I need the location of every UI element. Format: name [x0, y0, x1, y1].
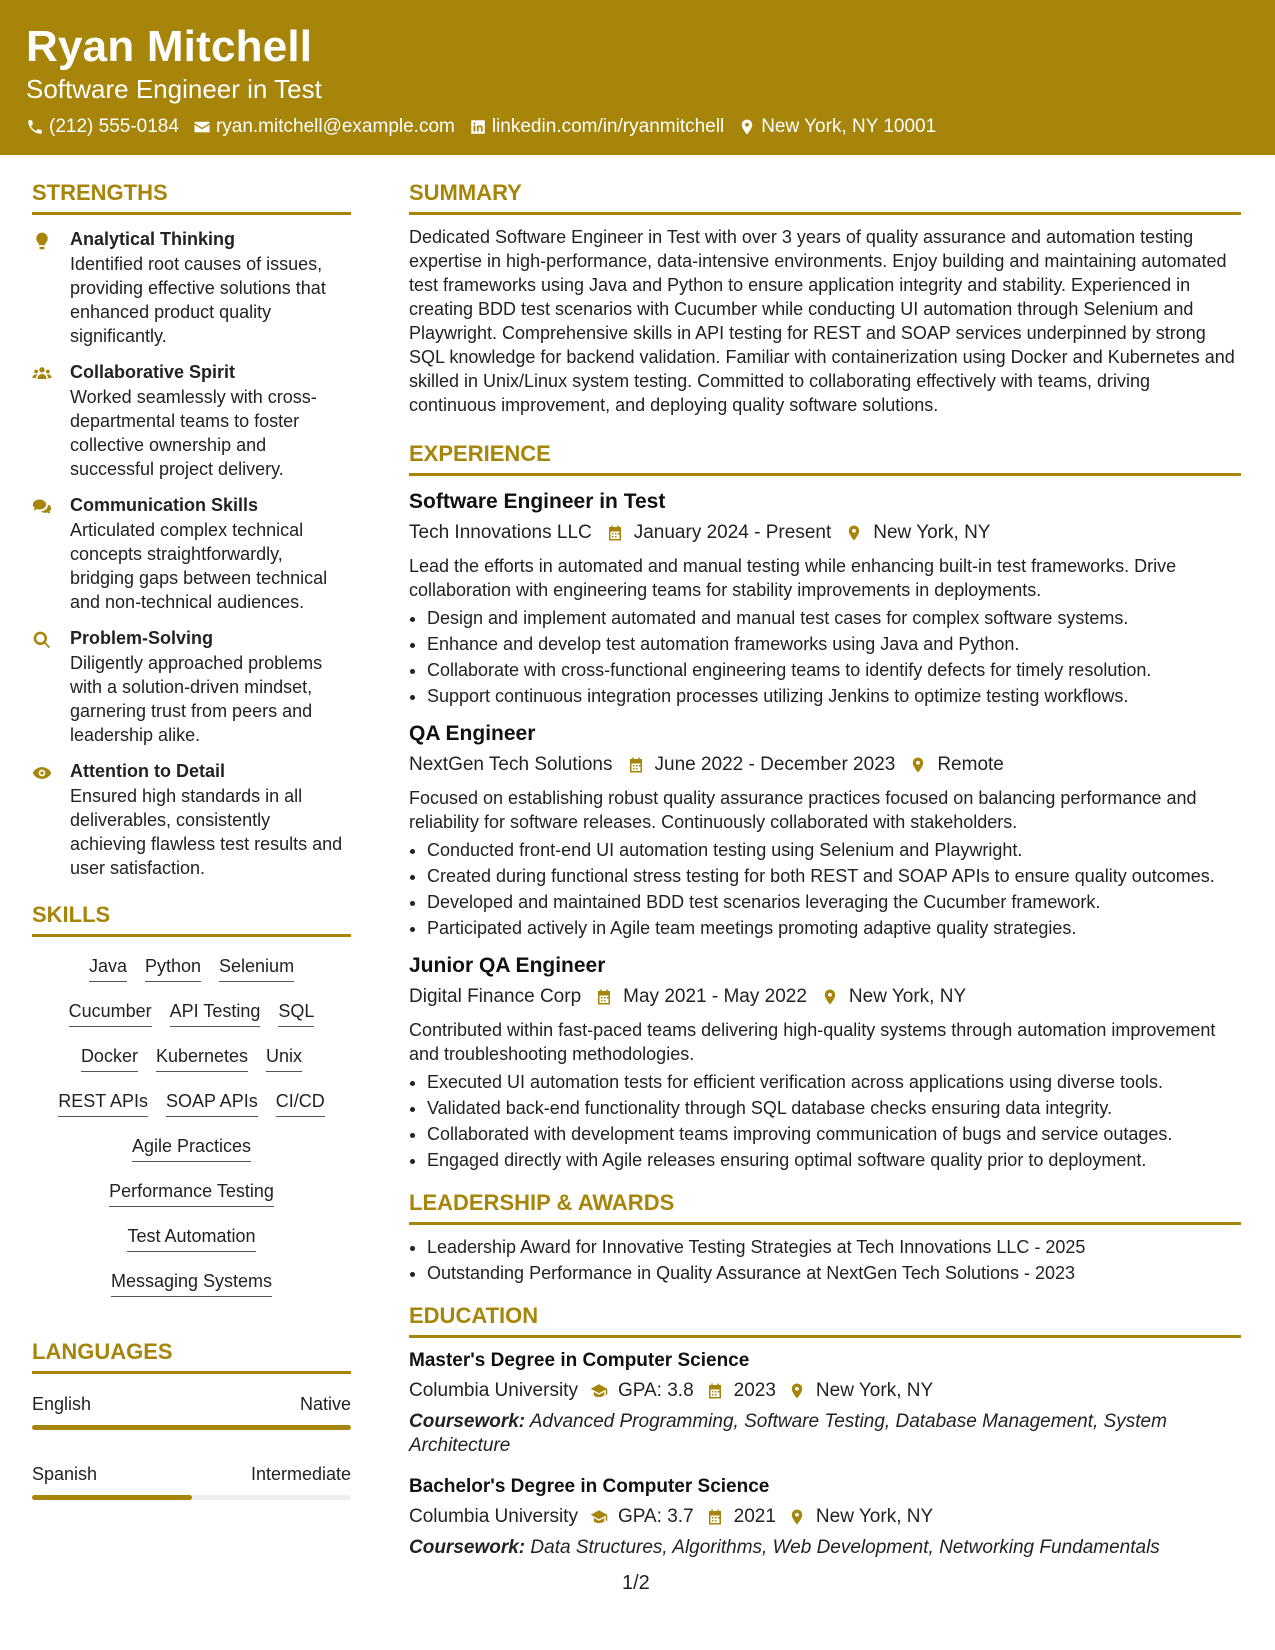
job-bullet: • Support continuous integration processes utilizing Jenkins to optimize testing workflows.: [427, 684, 1241, 708]
job-bullets: [409, 1070, 1241, 1172]
job-bullet: • Engaged directly with Agile releases ensuring optimal software quality prior to deployment.: [427, 1148, 1241, 1172]
job-bullet: • Design and implement automated and manual test cases for complex software systems.: [427, 606, 1241, 630]
language-level: Native: [299, 1394, 351, 1414]
contact-email[interactable]: [193, 116, 455, 138]
strength-item: [32, 495, 351, 614]
strength-desc: Diligently approached problems with a solution-driven mindset, garnering trust from peers and leadership alike.: [70, 653, 323, 745]
coursework-list: Advanced Programming, Software Testing, Database Management, System Architecture: [409, 1411, 1167, 1456]
coursework-list: Data Structures, Algorithms, Web Development, Networking Fundamentals: [530, 1537, 1160, 1558]
job-description: Focused on establishing robust quality assurance practices focused on balancing performance and reliability for software releases. Continuously collaborated with stakeholders.: [409, 788, 1197, 832]
skills-section: [32, 902, 351, 1297]
skill-tag: Cucumber: [69, 1000, 152, 1027]
contact-bar: [26, 116, 936, 138]
skill-tag: CI/CD: [276, 1090, 325, 1117]
education-entry: [409, 1476, 1241, 1560]
degree-title: Bachelor's Degree in Computer Science: [409, 1476, 770, 1497]
page-number: 1/2: [622, 1572, 650, 1594]
job-entry: [409, 490, 1241, 708]
job-dates: June 2022 - December 2023: [654, 754, 896, 775]
skill-tag: Messaging Systems: [111, 1270, 272, 1297]
experience-section: [409, 441, 1241, 1172]
skill-tag: Docker: [81, 1045, 138, 1072]
summary-text: Dedicated Software Engineer in Test with over 3 years of quality assurance and automation testing expertise in high-performance, data-intensive environments. Enjoy building and maintaining automated test frameworks using Java and Python to ensure application integrity and stability. Experienced in creating BDD test scenarios with Cucumber while conducting UI automation through Selenium and Playwright. Comprehensive skills in API testing for REST and SOAP services underpinned by strong SQL knowledge for backend validation. Familiar with containerization using Docker and Kubernetes and skilled in Unix/Linux system testing. Committed to collaborating effectively with teams, driving continuous improvement, and deploying quality software solutions.: [409, 227, 1235, 415]
calendar-icon: [706, 1508, 724, 1526]
skill-tag: Kubernetes: [156, 1045, 248, 1072]
job-meta: [409, 986, 1241, 1008]
coursework-label: Coursework:: [409, 1411, 526, 1432]
gpa-value: GPA: 3.8: [617, 1380, 694, 1401]
contact-location: [738, 116, 936, 138]
languages-section: [32, 1339, 351, 1500]
school-name: Columbia University: [409, 1380, 578, 1401]
email-text[interactable]: ryan.mitchell@example.com: [215, 116, 455, 137]
strength-desc: Identified root causes of issues, providing effective solutions that enhanced product quality significantly.: [70, 254, 326, 346]
job-description: Contributed within fast-paced teams delivering high-quality systems through automation improvement and troubleshooting methodologies.: [409, 1020, 1216, 1064]
language-bar-fill: [32, 1425, 351, 1430]
awards-list: [409, 1235, 1241, 1285]
job-company: Digital Finance Corp: [409, 986, 582, 1007]
skill-tag: Java: [89, 955, 127, 982]
calendar-icon: [606, 524, 624, 542]
phone-text: (212) 555-0184: [49, 116, 179, 137]
graduation-year: 2023: [733, 1380, 776, 1401]
calendar-icon: [627, 756, 645, 774]
skill-tag: Python: [145, 955, 201, 982]
calendar-icon: [595, 988, 613, 1006]
gpa-value: GPA: 3.7: [617, 1506, 694, 1527]
eye-icon: [32, 763, 52, 783]
summary-heading: SUMMARY: [409, 180, 1241, 215]
degree-title: Master's Degree in Computer Science: [409, 1350, 750, 1371]
experience-heading: EXPERIENCE: [409, 441, 1241, 476]
award-item: • Outstanding Performance in Quality Assurance at NextGen Tech Solutions - 2023: [427, 1261, 1241, 1285]
coursework: [409, 1536, 1241, 1560]
skills-list: [32, 955, 351, 1297]
graduation-cap-icon: [590, 1508, 608, 1526]
candidate-name: Ryan Mitchell: [26, 22, 313, 71]
job-location: Remote: [937, 754, 1004, 775]
coursework-label: Coursework:: [409, 1537, 526, 1558]
education-meta: [409, 1506, 1241, 1528]
skill-tag: SOAP APIs: [166, 1090, 258, 1117]
users-icon: [32, 364, 52, 384]
job-dates: May 2021 - May 2022: [623, 986, 807, 1007]
job-bullet: • Collaborate with cross-functional engineering teams to identify defects for timely resolution.: [427, 658, 1241, 682]
skill-tag: SQL: [278, 1000, 314, 1027]
skill-tag: Unix: [266, 1045, 302, 1072]
skill-tag: Performance Testing: [109, 1180, 274, 1207]
strength-item: [32, 362, 351, 481]
linkedin-text[interactable]: linkedin.com/in/ryanmitchell: [491, 116, 725, 137]
phone-icon: [26, 118, 44, 136]
map-pin-icon: [909, 756, 927, 774]
skill-tag: REST APIs: [58, 1090, 148, 1117]
school-location: New York, NY: [815, 1506, 934, 1527]
map-pin-icon: [788, 1382, 806, 1400]
school-location: New York, NY: [815, 1380, 934, 1401]
map-pin-icon: [738, 118, 756, 136]
strength-title: Problem-Solving: [70, 628, 214, 648]
job-location: New York, NY: [873, 522, 991, 543]
map-pin-icon: [788, 1508, 806, 1526]
job-title: QA Engineer: [409, 722, 536, 745]
job-dates: January 2024 - Present: [633, 522, 832, 543]
search-icon: [32, 630, 52, 650]
strength-desc: Ensured high standards in all deliverables, consistently achieving flawless test results and user satisfaction.: [70, 786, 343, 878]
resume-header: [0, 0, 1275, 155]
strength-item: [32, 229, 351, 348]
language-item: [32, 1394, 351, 1430]
job-title: Software Engineer in Test: [409, 490, 666, 513]
strength-item: [32, 628, 351, 747]
graduation-cap-icon: [590, 1382, 608, 1400]
leadership-heading: LEADERSHIP & AWARDS: [409, 1190, 1241, 1225]
strength-item: [32, 761, 351, 880]
envelope-icon: [193, 118, 211, 136]
job-bullet: • Developed and maintained BDD test scenarios leveraging the Cucumber framework.: [427, 890, 1241, 914]
contact-linkedin[interactable]: [469, 116, 724, 138]
language-item: [32, 1464, 351, 1500]
job-bullets: [409, 838, 1241, 940]
job-bullet: • Participated actively in Agile team meetings promoting adaptive quality strategies.: [427, 916, 1241, 940]
graduation-year: 2021: [733, 1506, 776, 1527]
language-name: English: [32, 1394, 92, 1414]
map-pin-icon: [821, 988, 839, 1006]
strengths-list: [32, 229, 351, 880]
skill-tag: Selenium: [219, 955, 294, 982]
languages-heading: LANGUAGES: [32, 1339, 351, 1374]
job-bullet: • Executed UI automation tests for efficient verification across applications using diverse tools.: [427, 1070, 1241, 1094]
job-bullet: • Collaborated with development teams improving communication of bugs and service outages.: [427, 1122, 1241, 1146]
strength-title: Collaborative Spirit: [70, 362, 236, 382]
job-bullet: • Created during functional stress testing for both REST and SOAP APIs to ensure quality outcomes.: [427, 864, 1241, 888]
school-name: Columbia University: [409, 1506, 578, 1527]
education-heading: EDUCATION: [409, 1303, 1241, 1338]
calendar-icon: [706, 1382, 724, 1400]
language-level: Intermediate: [250, 1464, 351, 1484]
job-bullets: [409, 606, 1241, 708]
skill-tag: API Testing: [170, 1000, 261, 1027]
skill-tag: Agile Practices: [132, 1135, 251, 1162]
comments-icon: [32, 497, 52, 517]
strength-desc: Worked seamlessly with cross-departmental teams to foster collective ownership and successful project delivery.: [70, 387, 317, 479]
skill-tag: Test Automation: [127, 1225, 255, 1252]
strength-desc: Articulated complex technical concepts straightforwardly, bridging gaps between technical and non-technical audiences.: [70, 520, 328, 612]
strengths-heading: STRENGTHS: [32, 180, 351, 215]
language-bar: [32, 1425, 351, 1430]
education-section: [409, 1303, 1241, 1560]
job-entry: [409, 954, 1241, 1172]
contact-phone: [26, 116, 179, 138]
job-company: NextGen Tech Solutions: [409, 754, 613, 775]
language-bar: [32, 1495, 351, 1500]
job-title: Junior QA Engineer: [409, 954, 606, 977]
right-column: [409, 180, 1241, 1560]
strength-title: Communication Skills: [70, 495, 259, 515]
education-entry: [409, 1350, 1241, 1458]
left-column: [32, 180, 351, 1500]
language-name: Spanish: [32, 1464, 98, 1484]
job-bullet: • Validated back-end functionality through SQL database checks ensuring data integrity.: [427, 1096, 1241, 1120]
job-company: Tech Innovations LLC: [409, 522, 592, 543]
linkedin-icon: [469, 118, 487, 136]
language-bar-fill: [32, 1495, 192, 1500]
job-meta: [409, 522, 1241, 544]
education-meta: [409, 1380, 1241, 1402]
award-item: • Leadership Award for Innovative Testing Strategies at Tech Innovations LLC - 2025: [427, 1235, 1241, 1259]
job-bullet: • Conducted front-end UI automation testing using Selenium and Playwright.: [427, 838, 1241, 862]
job-entry: [409, 722, 1241, 940]
job-location: New York, NY: [848, 986, 967, 1007]
lightbulb-icon: [32, 231, 52, 251]
candidate-title: Software Engineer in Test: [26, 74, 322, 104]
strength-title: Analytical Thinking: [70, 229, 236, 249]
job-meta: [409, 754, 1241, 776]
leadership-section: [409, 1190, 1241, 1285]
job-bullet: • Enhance and develop test automation frameworks using Java and Python.: [427, 632, 1241, 656]
strength-title: Attention to Detail: [70, 761, 225, 781]
job-description: Lead the efforts in automated and manual testing while enhancing built-in test frameworks. Drive collaboration with engineering teams for stability improvements in deployments.: [409, 556, 1177, 600]
location-text: New York, NY 10001: [761, 116, 937, 137]
skills-heading: SKILLS: [32, 902, 351, 937]
coursework: [409, 1410, 1241, 1458]
map-pin-icon: [845, 524, 863, 542]
